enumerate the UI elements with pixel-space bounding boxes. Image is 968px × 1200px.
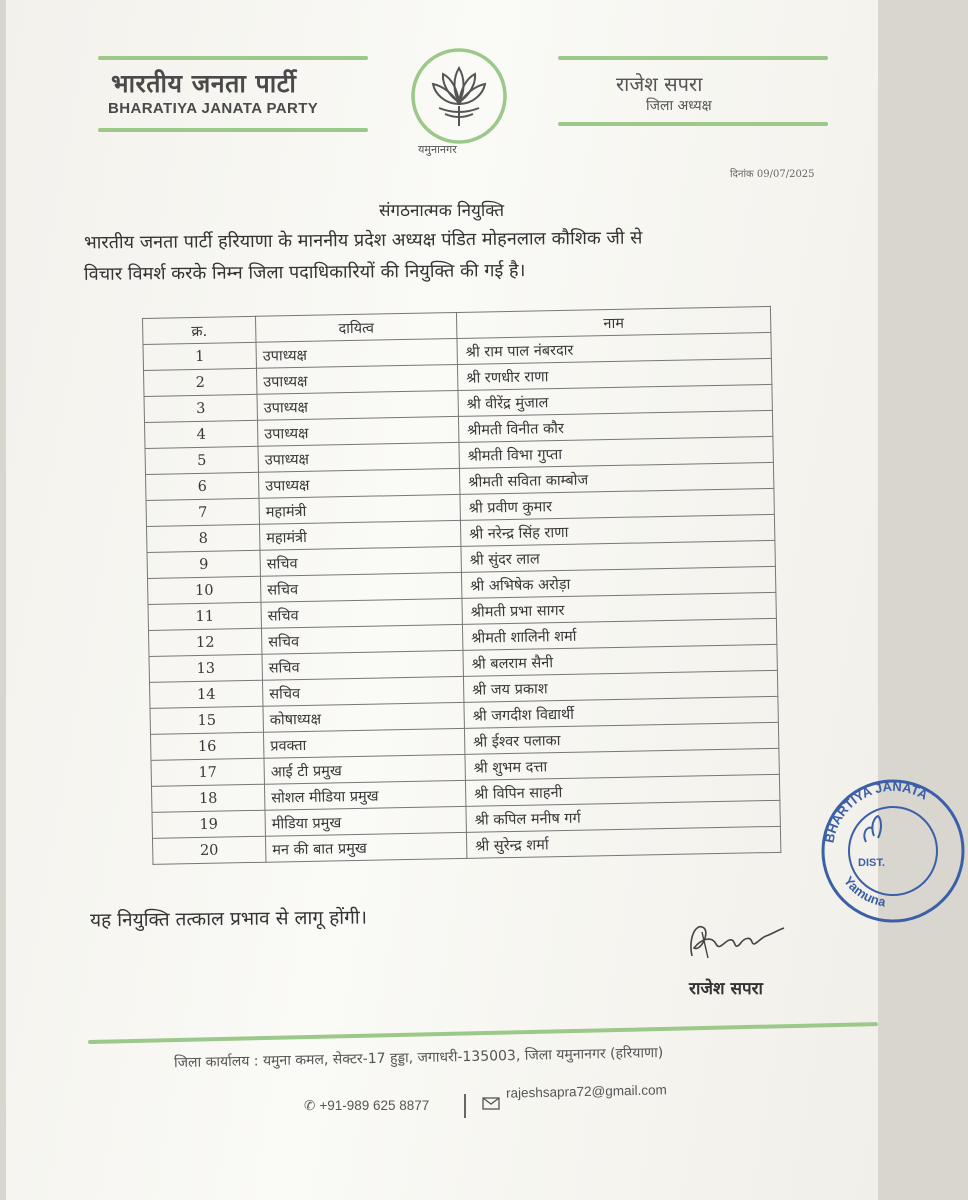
row-serial: 19 — [152, 810, 265, 838]
mail-icon — [482, 1095, 500, 1114]
row-serial: 18 — [151, 784, 264, 812]
row-appointee-name: श्री ईश्वर पलाका — [464, 722, 778, 754]
president-name: राजेश सपरा — [616, 72, 703, 96]
row-serial: 6 — [146, 472, 259, 500]
phone-number — [304, 1098, 429, 1114]
header-name: नाम — [456, 306, 770, 338]
letter-date: दिनांक 09/07/2025 — [730, 169, 815, 180]
row-serial: 1 — [143, 342, 256, 370]
row-appointee-name: श्री अभिषेक अरोड़ा — [461, 566, 775, 598]
header-rule-left-top — [98, 56, 368, 60]
row-appointee-name: श्रीमती विनीत कौर — [458, 410, 772, 442]
row-position: महामंत्री — [259, 520, 460, 550]
row-serial: 11 — [148, 602, 261, 630]
row-position: सचिव — [261, 624, 462, 654]
lotus-logo — [409, 46, 509, 146]
row-serial: 17 — [151, 758, 264, 786]
row-position: सोशल मीडिया प्रमुख — [264, 780, 465, 810]
intro-line-2: विचार विमर्श करके निम्न जिला पदाधिकारियों की नियुक्ति की गई है। — [83, 260, 526, 285]
letter-page — [6, 0, 931, 1200]
row-serial: 10 — [148, 576, 261, 604]
row-position: सचिव — [261, 598, 462, 628]
email-address: rajeshsapra72@gmail.com — [505, 1082, 667, 1101]
row-position: सचिव — [262, 676, 463, 706]
row-appointee-name: श्री रणधीर राणा — [457, 358, 771, 390]
row-appointee-name: श्री जगदीश विद्यार्थी — [464, 696, 778, 728]
row-serial: 4 — [145, 420, 258, 448]
party-name-english: BHARATIYA JANATA PARTY — [108, 100, 319, 117]
row-serial: 2 — [144, 368, 257, 396]
header-rule-right-top — [558, 56, 828, 60]
row-position: उपाध्यक्ष — [258, 468, 459, 498]
row-position: प्रवक्ता — [263, 728, 464, 758]
row-serial: 20 — [152, 836, 265, 864]
letter-subject: संगठनात्मक नियुक्ति — [379, 201, 505, 221]
office-address: जिला कार्यालय : यमुना कमल, सेक्टर-17 हुड्डा, जगाधरी-135003, जिला यमुनानगर (हरियाणा) — [173, 1044, 664, 1072]
header-serial: क्र. — [143, 316, 256, 344]
row-position: उपाध्यक्ष — [257, 416, 458, 446]
row-appointee-name: श्री वीरेंद्र मुंजाल — [458, 384, 772, 416]
district-caption: यमुनानगर — [418, 143, 457, 156]
header-position: दायित्व — [255, 312, 456, 342]
signature — [682, 908, 792, 970]
row-appointee-name: श्री जय प्रकाश — [463, 670, 777, 702]
row-appointee-name: श्रीमती शालिनी शर्मा — [462, 618, 776, 650]
phone-icon: ✆ — [304, 1098, 316, 1113]
row-serial: 7 — [146, 498, 259, 526]
footer-rule — [88, 1022, 878, 1044]
row-appointee-name: श्री सुंदर लाल — [461, 540, 775, 572]
row-position: उपाध्यक्ष — [257, 390, 458, 420]
appointments-table-wrapper — [142, 306, 781, 865]
row-serial: 9 — [147, 550, 260, 578]
row-serial: 13 — [149, 654, 262, 682]
row-appointee-name: श्रीमती विभा गुप्ता — [459, 436, 773, 468]
svg-text:Yamuna: Yamuna — [840, 873, 887, 910]
signatory-name: राजेश सपरा — [689, 979, 763, 999]
intro-line-1: भारतीय जनता पार्टी हरियाणा के माननीय प्रदेश अध्यक्ष पंडित मोहनलाल कौशिक जी से — [83, 227, 643, 254]
row-serial: 3 — [144, 394, 257, 422]
row-position: सचिव — [260, 572, 461, 602]
appointments-table — [142, 306, 781, 865]
row-position: महामंत्री — [259, 494, 460, 524]
header-rule-right-bottom — [558, 122, 828, 126]
row-position: सचिव — [262, 650, 463, 680]
row-position: उपाध्यक्ष — [256, 364, 457, 394]
row-appointee-name: श्री प्रवीण कुमार — [460, 488, 774, 520]
row-serial: 14 — [149, 680, 262, 708]
party-name-hindi: भारतीय जनता पार्टी — [111, 69, 297, 98]
row-position: उपाध्यक्ष — [256, 338, 457, 368]
district-stamp — [818, 776, 968, 926]
row-position: मन की बात प्रमुख — [265, 832, 466, 862]
row-position: सचिव — [260, 546, 461, 576]
row-serial: 5 — [145, 446, 258, 474]
row-appointee-name: श्री सुरेन्द्र शर्मा — [466, 826, 780, 858]
row-appointee-name: श्री बलराम सैनी — [463, 644, 777, 676]
phone-text: +91-989 625 8877 — [319, 1098, 430, 1113]
header-rule-left-bottom — [98, 128, 368, 132]
row-appointee-name: श्रीमती सविता काम्बोज — [459, 462, 773, 494]
row-serial: 8 — [147, 524, 260, 552]
row-position: कोषाध्यक्ष — [263, 702, 464, 732]
stamp-seal — [818, 776, 968, 926]
row-position: उपाध्यक्ष — [258, 442, 459, 472]
row-appointee-name: श्री विपिन साहनी — [465, 774, 779, 806]
president-title: जिला अध्यक्ष — [646, 98, 712, 114]
signature-scribble — [682, 908, 792, 966]
row-position: मीडिया प्रमुख — [265, 806, 466, 836]
row-serial: 15 — [150, 706, 263, 734]
row-appointee-name: श्री कपिल मनीष गर्ग — [466, 800, 780, 832]
lotus-logo-icon — [409, 46, 509, 146]
row-appointee-name: श्री नरेन्द्र सिंह राणा — [460, 514, 774, 546]
row-appointee-name: श्रीमती प्रभा सागर — [462, 592, 776, 624]
row-appointee-name: श्री शुभम दत्ता — [465, 748, 779, 780]
svg-text:BHARTIYA JANATA: BHARTIYA JANATA — [821, 778, 931, 845]
row-serial: 12 — [148, 628, 261, 656]
row-position: आई टी प्रमुख — [264, 754, 465, 784]
footer-separator — [464, 1094, 466, 1118]
row-appointee-name: श्री राम पाल नंबरदार — [457, 332, 771, 364]
svg-text:DIST.: DIST. — [858, 857, 885, 869]
row-serial: 16 — [150, 732, 263, 760]
closing-statement: यह नियुक्ति तत्काल प्रभाव से लागू होंगी। — [89, 906, 368, 932]
